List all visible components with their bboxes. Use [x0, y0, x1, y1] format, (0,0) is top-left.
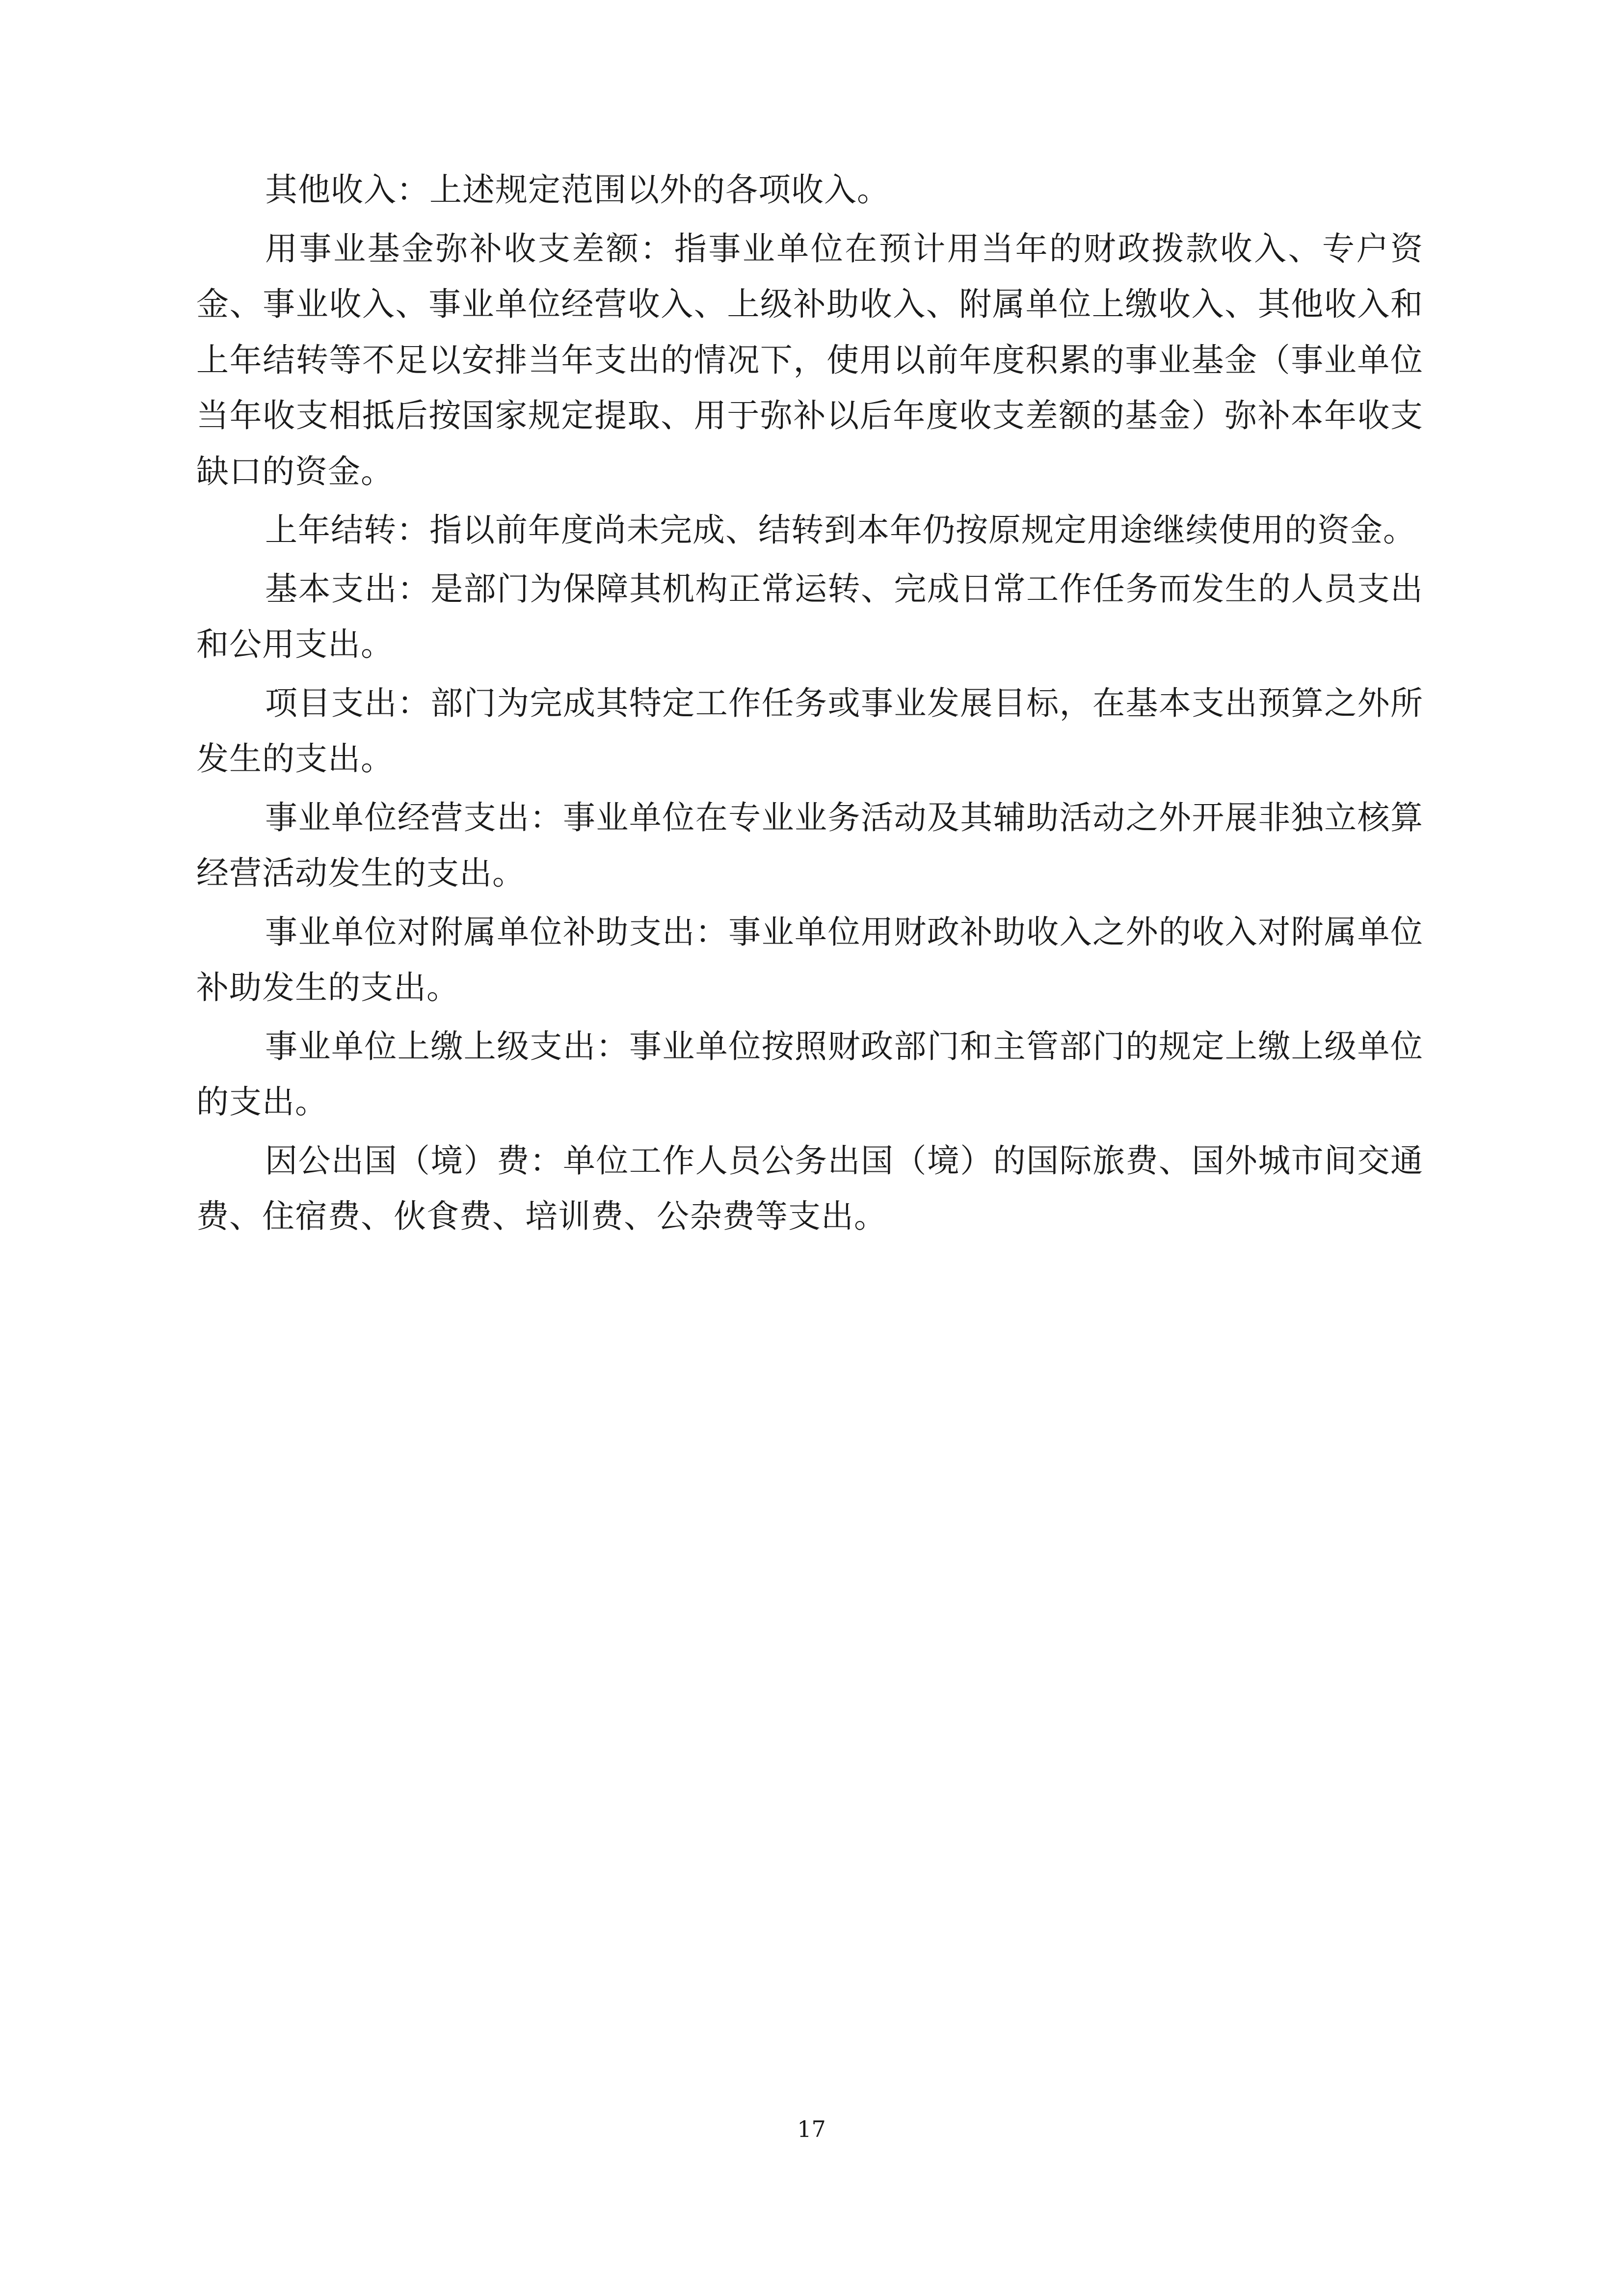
paragraph: 用事业基金弥补收支差额：指事业单位在预计用当年的财政拨款收入、专户资金、事业收入、事业单位经营收入、上级补助收入、附属单位上缴收入、其他收入和上年结转等不足以安排当年支出的情况下，使用以前年度积累的事业基金（事业单位当年收支相抵后按国家规定提取、用于弥补以后年度收支差额的基金）弥补本年收支缺口的资金。 — [196, 229, 1423, 490]
page-number: 17 — [797, 2116, 826, 2142]
paragraph: 上年结转：指以前年度尚未完成、结转到本年仍按原规定用途继续使用的资金。 — [265, 511, 1416, 549]
paragraph: 基本支出：是部门为保障其机构正常运转、完成日常工作任务而发生的人员支出和公用支出。 — [196, 569, 1423, 664]
paragraph: 事业单位上缴上级支出：事业单位按照财政部门和主管部门的规定上缴上级单位的支出。 — [196, 1027, 1423, 1121]
paragraph: 事业单位对附属单位补助支出：事业单位用财政补助收入之外的收入对附属单位补助发生的支出。 — [196, 913, 1423, 1007]
paragraph: 事业单位经营支出：事业单位在专业业务活动及其辅助活动之外开展非独立核算经营活动发生的支出。 — [196, 798, 1423, 892]
document-body — [196, 162, 1423, 1247]
paragraph: 项目支出：部门为完成其特定工作任务或事业发展目标，在基本支出预算之外所发生的支出。 — [196, 684, 1423, 778]
paragraph: 因公出国（境）费：单位工作人员公务出国（境）的国际旅费、国外城市间交通费、住宿费、伙食费、培训费、公杂费等支出。 — [196, 1141, 1423, 1236]
paragraph: 其他收入：上述规定范围以外的各项收入。 — [265, 171, 890, 209]
